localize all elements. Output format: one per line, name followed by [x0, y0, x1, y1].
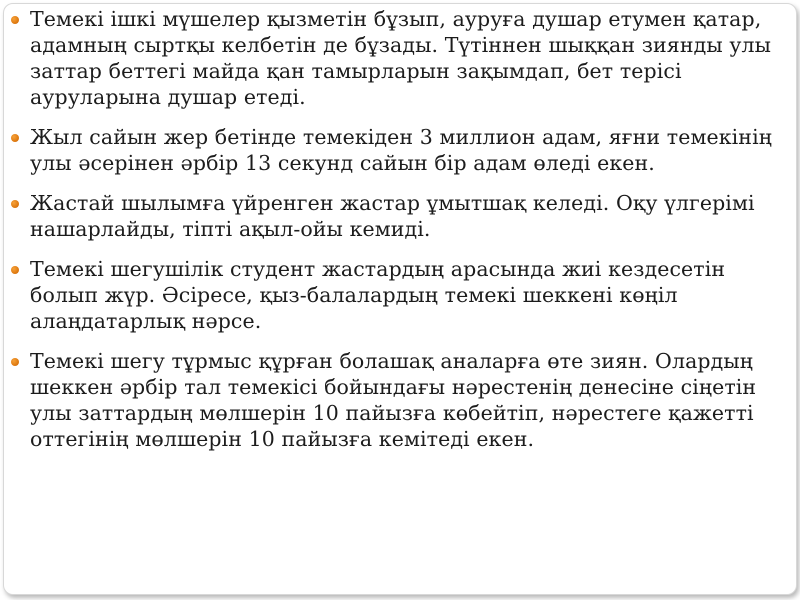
bullet-text: Темекі ішкі мүшелер қызметін бұзып, ауруға душар етумен қатар, адамның сыртқы келбетін де бұзады. Түтіннен шыққан зиянды улы заттар беттегі майда қан тамырларын зақымдап, бет терісі ауруларына душар етеді. [30, 7, 772, 109]
bullet-dot-icon [11, 266, 19, 274]
bullet-dot-icon [11, 200, 19, 208]
bullet-list [8, 6, 794, 452]
bullet-item-1 [8, 6, 794, 110]
bullet-item-3 [8, 190, 794, 242]
bullet-text: Жастай шылымға үйренген жастар ұмытшақ келеді. Оқу үлгерімі нашарлайды, тіпті ақыл-ойы кемиді. [30, 191, 755, 241]
bullet-dot-icon [11, 16, 19, 24]
bullet-text: Темекі шегу тұрмыс құрған болашақ аналарға өте зиян. Олардың шеккен әрбір тал темекісі бойындағы нәрестенің денесіне сіңетін улы заттардың мөлшерін 10 пайызға көбейтіп, нәрестеге қажетті оттегінің мөлшерін 10 пайызға кемітеді екен. [30, 349, 757, 451]
bullet-dot-icon [11, 358, 19, 366]
bullet-item-4 [8, 256, 794, 334]
bullet-text: Темекі шегушілік студент жастардың арасында жиі кездесетін болып жүр. Әсіресе, қыз-балалардың темекі шеккені көңіл алаңдатарлық нәрсе. [30, 257, 726, 333]
bullet-item-2 [8, 124, 794, 176]
bullet-text: Жыл сайын жер бетінде темекіден 3 миллион адам, яғни темекінің улы әсерінен әрбір 13 секунд сайын бір адам өледі екен. [30, 125, 772, 175]
slide-content [8, 6, 794, 452]
bullet-dot-icon [11, 134, 19, 142]
bullet-item-5 [8, 348, 794, 452]
